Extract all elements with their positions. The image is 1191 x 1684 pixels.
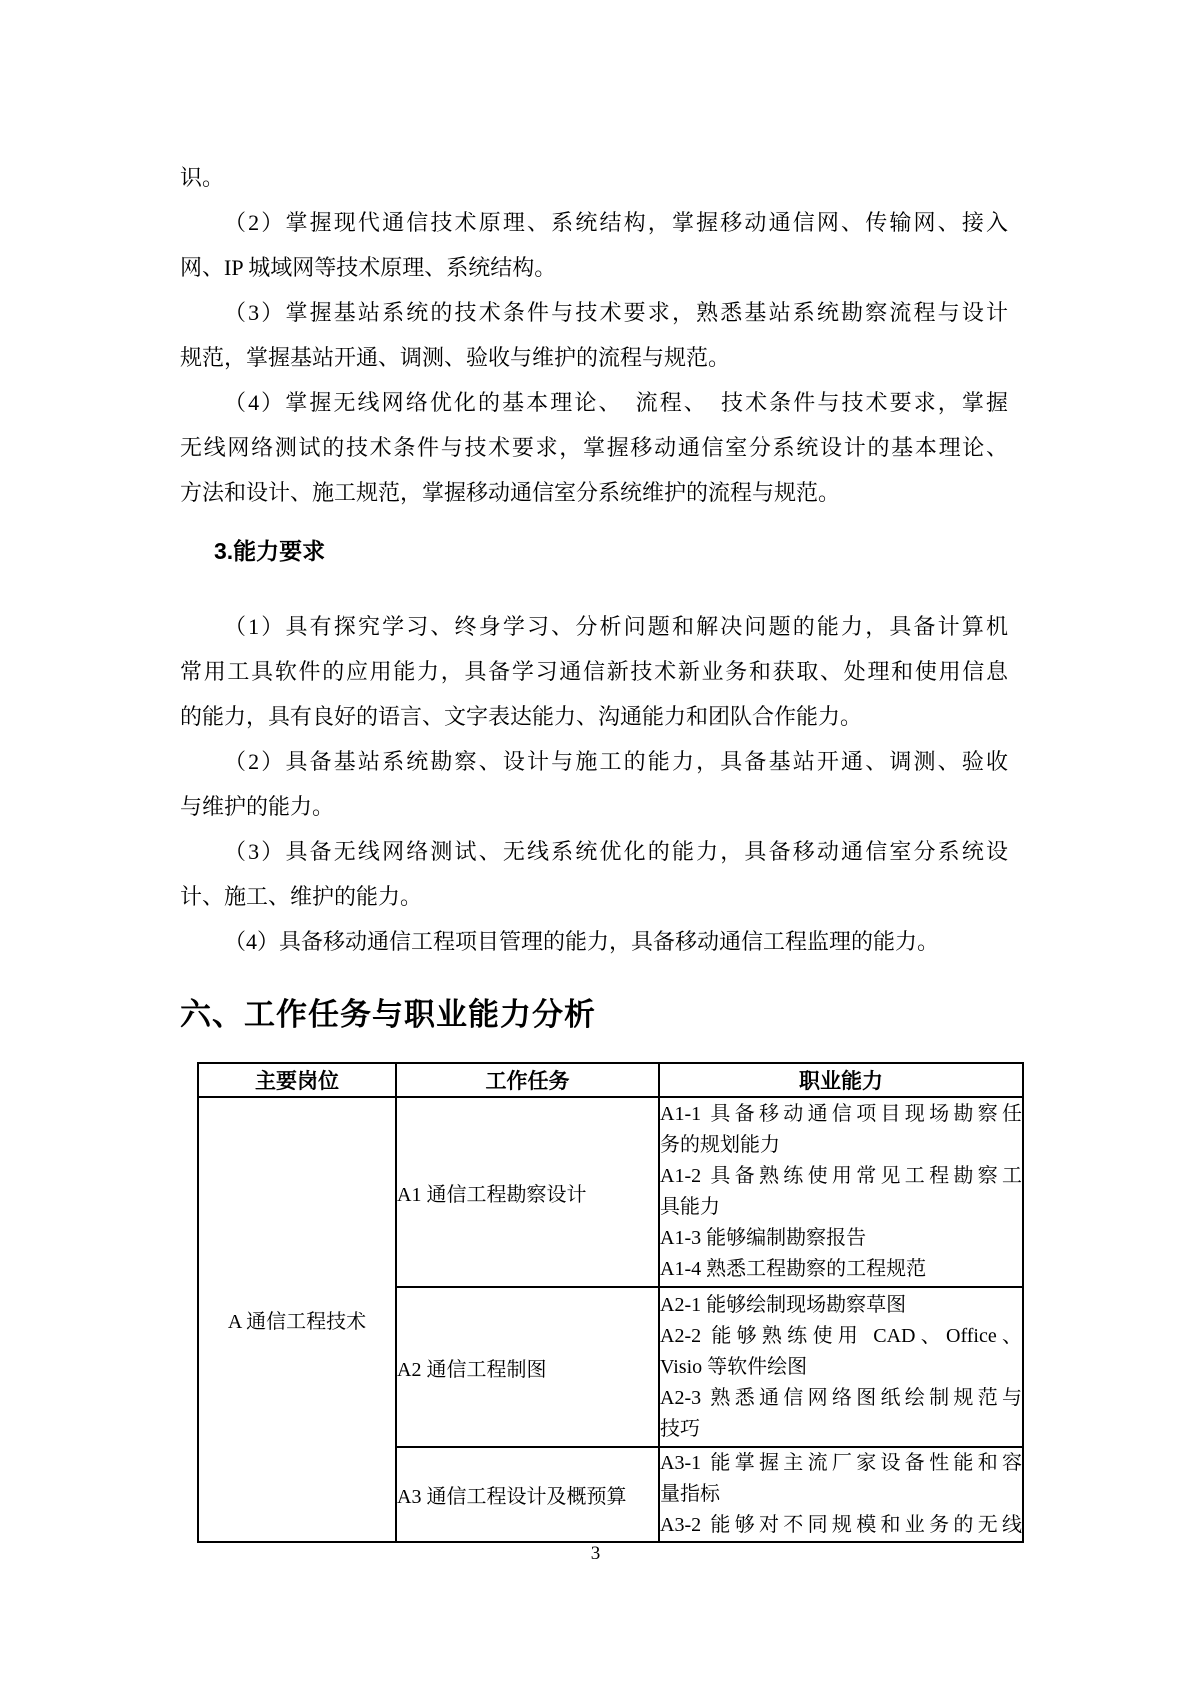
paragraph-line: 无线网络测试的技术条件与技术要求，掌握移动通信室分系统设计的基本理论、 — [180, 435, 1008, 460]
task-cell: A2 通信工程制图 — [396, 1287, 659, 1447]
paragraph-line: （4）具备移动通信工程项目管理的能力，具备移动通信工程监理的能力。 — [224, 929, 940, 954]
ability-line: A1-1 具备移动通信项目现场勘察任 — [660, 1103, 1022, 1125]
paragraph-line: （4）掌握无线网络优化的基本理论、 流程、 技术条件与技术要求，掌握 — [224, 390, 1008, 415]
column-header-position: 主要岗位 — [198, 1063, 396, 1097]
section-heading-task-ability-analysis: 六、工作任务与职业能力分析 — [180, 997, 596, 1032]
ability-line: A3-1 能掌握主流厂家设备性能和容 — [660, 1452, 1022, 1474]
ability-line: 务的规划能力 — [660, 1134, 780, 1156]
ability-line: A2-3 熟悉通信网络图纸绘制规范与 — [660, 1386, 1022, 1409]
paragraph-line: 规范，掌握基站开通、调测、验收与维护的流程与规范。 — [180, 345, 731, 370]
ability-requirements-section — [180, 604, 1008, 964]
ability-line: Visio 等软件绘图 — [660, 1355, 808, 1378]
ability-line: 技巧 — [660, 1417, 700, 1440]
task-cell: A1 通信工程勘察设计 — [396, 1097, 659, 1287]
paragraph-line: （3）具备无线网络测试、无线系统优化的能力，具备移动通信室分系统设 — [224, 839, 1008, 864]
document-body — [180, 155, 1022, 1543]
ability-cell — [659, 1097, 1023, 1287]
paragraph-line: （3）掌握基站系统的技术条件与技术要求，熟悉基站系统勘察流程与设计 — [224, 300, 1008, 325]
column-header-task: 工作任务 — [396, 1063, 659, 1097]
paragraph-line: 识。 — [180, 165, 225, 190]
position-cell: A 通信工程技术 — [198, 1097, 396, 1542]
ability-line: 具能力 — [660, 1196, 720, 1218]
paragraph-line: 方法和设计、施工规范，掌握移动通信室分系统维护的流程与规范。 — [180, 480, 841, 505]
task-ability-table — [197, 1062, 1024, 1543]
subsection-heading-ability-requirements: 3.能力要求 — [214, 538, 326, 564]
ability-line: A2-2 能够熟练使用 CAD、Office、 — [660, 1324, 1022, 1347]
paragraph-line: 的能力，具有良好的语言、文字表达能力、沟通能力和团队合作能力。 — [180, 704, 863, 729]
ability-cell — [659, 1287, 1023, 1447]
ability-line: A1-3 能够编制勘察报告 — [660, 1227, 867, 1249]
paragraph-line: 计、施工、维护的能力。 — [180, 884, 423, 909]
ability-line: A1-2 具备熟练使用常见工程勘察工 — [660, 1165, 1022, 1187]
paragraph-line: （2）掌握现代通信技术原理、系统结构，掌握移动通信网、传输网、接入 — [224, 210, 1008, 235]
ability-cell — [659, 1447, 1023, 1542]
ability-line: A2-1 能够绘制现场勘察草图 — [660, 1293, 907, 1316]
ability-line: 量指标 — [660, 1483, 720, 1505]
column-header-ability: 职业能力 — [659, 1063, 1023, 1097]
paragraph-line: 网、IP 城域网等技术原理、系统结构。 — [180, 255, 557, 280]
paragraph-line: （1）具有探究学习、终身学习、分析问题和解决问题的能力，具备计算机 — [224, 614, 1008, 639]
paragraph-line: （2）具备基站系统勘察、设计与施工的能力，具备基站开通、调测、验收 — [224, 749, 1008, 774]
task-cell: A3 通信工程设计及概预算 — [396, 1447, 659, 1542]
ability-line: A1-4 熟悉工程勘察的工程规范 — [660, 1258, 927, 1280]
paragraph-line: 常用工具软件的应用能力，具备学习通信新技术新业务和获取、处理和使用信息 — [180, 659, 1008, 684]
ability-line: A3-2 能够对不同规模和业务的无线 — [660, 1514, 1022, 1536]
table-header-row — [198, 1063, 1023, 1097]
page-number: 3 — [590, 1543, 601, 1564]
table-row — [198, 1097, 1023, 1287]
paragraph-line: 与维护的能力。 — [180, 794, 335, 819]
